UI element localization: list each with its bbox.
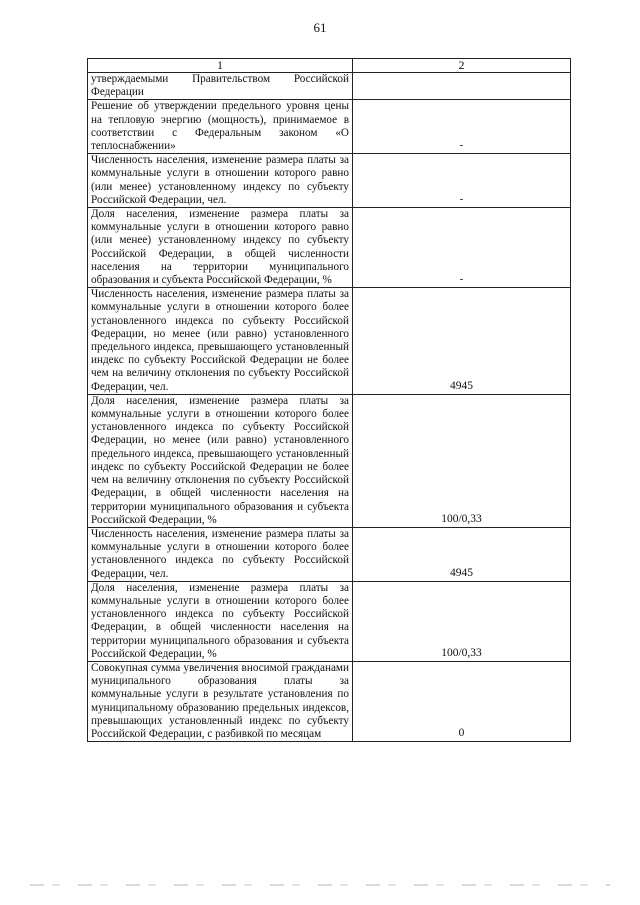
row-value: 100/0,33 (441, 646, 482, 659)
table-row (88, 288, 571, 395)
table-row (88, 208, 571, 288)
row-value: 4945 (450, 566, 473, 579)
row-label: Численность населения, изменение размера платы за коммунальные услуги в отношении которого более установленного индекса по субъекту Российской Федерации, чел. (91, 527, 349, 580)
column-header-1: 1 (88, 59, 353, 73)
table-row (88, 154, 571, 208)
row-label: Совокупная сумма увеличения вносимой гражданами муниципального образования платы за коммунальные услуги в результате установления по муниципальному образованию предельных индексов, превышающих установленный индекс по субъекту Российской Федерации, с разбивкой по месяцам (91, 661, 349, 740)
row-value: - (459, 193, 464, 206)
row-value: 0 (458, 727, 465, 740)
row-value: 100/0,33 (441, 512, 482, 525)
row-label: Численность населения, изменение размера платы за коммунальные услуги в отношении которого равно (или менее) установленному индексу по субъекту Российской Федерации, чел. (91, 154, 349, 206)
row-label: Решение об утверждении предельного уровня цены на тепловую энергию (мощность), принимаемое в соответствии с Федеральным законом «О теплоснабжении» (91, 100, 349, 153)
table-row (88, 394, 571, 527)
table-row (88, 581, 571, 661)
table-row (88, 100, 571, 154)
table-row (88, 661, 571, 741)
page-number: 61 (313, 20, 327, 35)
row-label: утверждаемыми Правительством Российской Федерации (91, 73, 349, 99)
row-label: Доля населения, изменение размера платы за коммунальные услуги в отношении которого более установленного индекса по субъекту Российской Федерации, в общей численности населения на территории муниципального образования и субъекта Российской Федерации, % (91, 581, 349, 660)
column-header-2: 2 (353, 59, 571, 73)
indicators-table (87, 58, 571, 742)
row-label: Численность населения, изменение размера платы за коммунальные услуги в отношении которого более установленного индекса по субъекту Российской Федерации, но менее (или равно) установленного предельного индекса, превышающего установленный индекс по субъекту Российской Федерации не более чем на величину отклонения по субъекту Российской Федерации, чел. (91, 288, 349, 393)
scan-noise-line (30, 884, 610, 886)
table-row (88, 527, 571, 581)
row-value: 4945 (450, 379, 473, 392)
row-value: - (459, 139, 464, 152)
table-row (88, 73, 571, 100)
row-label: Доля населения, изменение размера платы за коммунальные услуги в отношении которого равно (или менее) установленному индексу по субъекту Российской Федерации, в общей численности населения на территории муниципального образования и субъекта Российской Федерации, % (91, 208, 349, 287)
row-value: - (459, 273, 464, 286)
table-header-row (88, 59, 571, 73)
row-label: Доля населения, изменение размера платы за коммунальные услуги в отношении которого более установленного индекса по субъекту Российской Федерации, но менее (или равно) установленного предельного индекса, превышающего установленный индекс по субъекту Российской Федерации не более чем на величину отклонения по субъекту Российской Федерации, в общей численности населения на территории муниципального образования и субъекта Российской Федерации, % (91, 394, 349, 526)
